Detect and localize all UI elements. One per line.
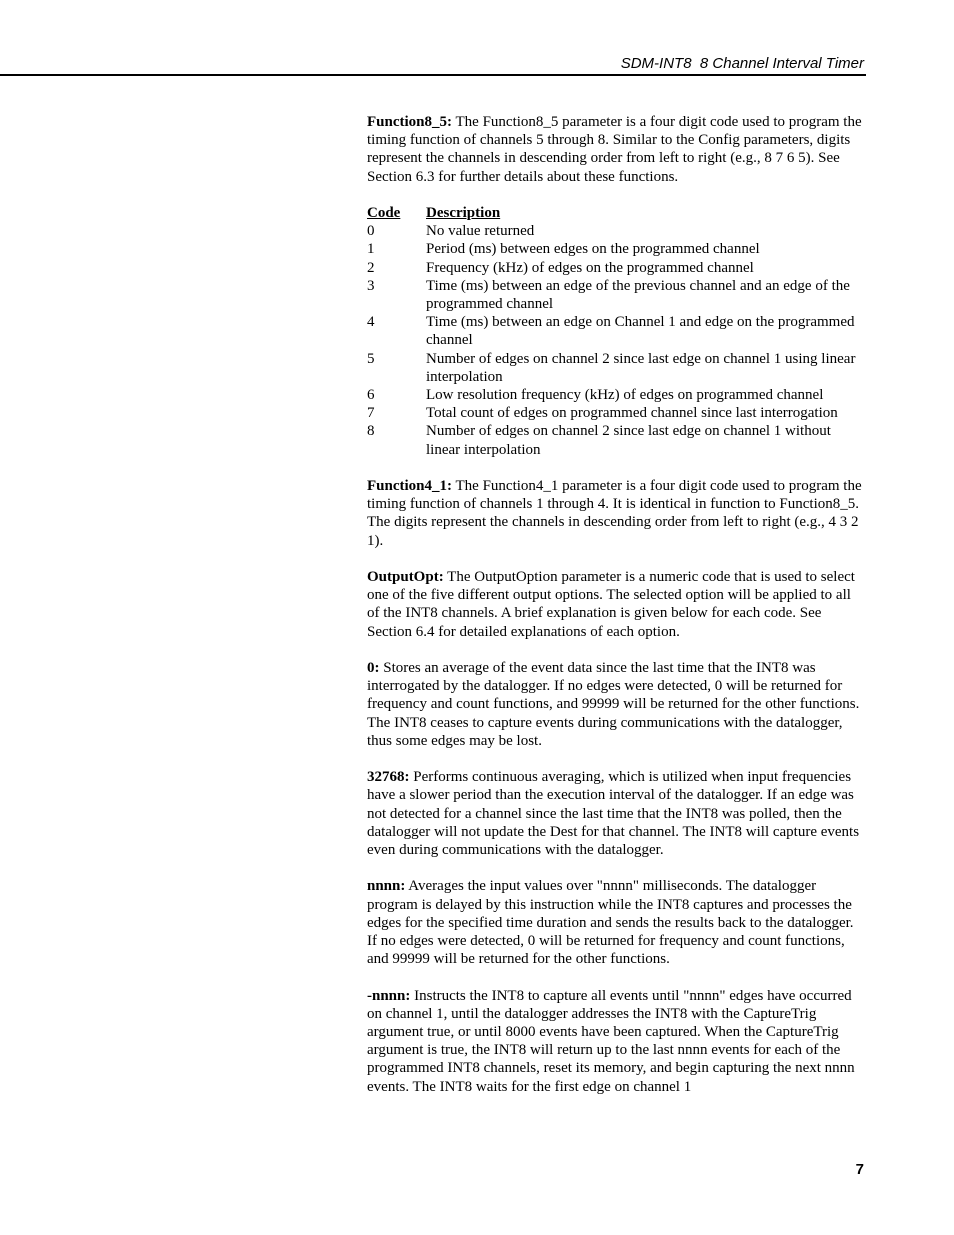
option-nnnn-paragraph	[367, 877, 866, 968]
code-row	[367, 422, 866, 458]
function4-1-term: Function4_1:	[367, 478, 453, 495]
code-value: 4	[367, 314, 375, 331]
option-negative-nnnn-term: -nnnn:	[367, 987, 411, 1004]
outputopt-paragraph	[367, 568, 866, 641]
code-description: Period (ms) between edges on the programmed channel	[426, 241, 760, 258]
code-column-header: Code	[367, 205, 401, 221]
option-0-term: 0:	[367, 660, 380, 677]
function8-5-paragraph	[367, 113, 866, 186]
code-row	[367, 240, 866, 258]
outputopt-text: The OutputOption parameter is a numeric code that is used to select one of the five different output options. The selected option will be applied to all of the INT8 channels. A brief explanation is given below for each code. See Section 6.4 for detailed explanations of each option.	[367, 569, 855, 640]
function4-1-paragraph	[367, 477, 866, 550]
code-row	[367, 386, 866, 404]
code-value: 1	[367, 241, 375, 258]
document-body	[367, 113, 866, 1114]
option-32768-text: Performs continuous averaging, which is utilized when input frequencies have a slower period than the execution interval of the datalogger. If an edge was not detected for a channel since the last time that the INT8 was polled, then the datalogger will not update the Dest for that channel. The INT8 will capture events even during communications with the datalogger.	[367, 769, 860, 859]
code-description: Time (ms) between an edge of the previous channel and an edge of the programmed channel	[426, 277, 850, 313]
option-negative-nnnn-paragraph	[367, 987, 866, 1096]
code-value: 2	[367, 259, 375, 276]
code-row	[367, 277, 866, 313]
code-row	[367, 404, 866, 422]
option-nnnn-term: nnnn:	[367, 878, 406, 895]
description-column-header: Description	[426, 205, 501, 221]
code-description: No value returned	[426, 223, 535, 240]
code-description: Time (ms) between an edge on Channel 1 and edge on the programmed channel	[426, 314, 855, 349]
code-value: 0	[367, 223, 375, 240]
code-value: 6	[367, 387, 375, 404]
code-value: 8	[367, 423, 375, 440]
code-description: Number of edges on channel 2 since last edge on channel 1 using linear interpolation	[426, 350, 856, 385]
function4-1-text: The Function4_1 parameter is a four digit code used to program the timing function of channels 1 through 4. It is identical in function to Function8_5. The digits represent the channels in descending order from left to right (e.g., 4 3 2 1).	[367, 478, 862, 549]
code-description: Low resolution frequency (kHz) of edges on programmed channel	[426, 387, 824, 404]
function8-5-term: Function8_5:	[367, 114, 453, 130]
option-negative-nnnn-text: Instructs the INT8 to capture all events until "nnnn" edges have occurred on channel 1, until the datalogger addresses the INT8 with the CaptureTrig argument true, or until 8000 events have been captured. When the CaptureTrig argument is true, the INT8 will return up to the last nnnn events for each of the programmed INT8 channels, reset its memory, and begin capturing the next nnnn events. The INT8 waits for the first edge on channel 1	[367, 987, 855, 1095]
code-value: 7	[367, 405, 375, 422]
code-value: 3	[367, 277, 375, 294]
option-32768-paragraph	[367, 768, 866, 859]
code-row	[367, 259, 866, 277]
option-32768-term: 32768:	[367, 769, 410, 786]
code-row	[367, 222, 866, 240]
option-0-text: Stores an average of the event data since the last time that the INT8 was interrogated by the datalogger. If no edges were detected, 0 will be returned for frequency and count functions, and 99999 will be returned for the other functions. The INT8 ceases to capture events during communications with the datalogger, thus some edges may be lost.	[367, 660, 860, 749]
page-number: 7	[855, 1161, 864, 1178]
code-description: Frequency (kHz) of edges on the programmed channel	[426, 259, 754, 276]
option-nnnn-text: Averages the input values over "nnnn" milliseconds. The datalogger program is delayed by this instruction while the INT8 captures and processes the edges for the specified time duration and sends the results back to the datalogger. If no edges were detected, 0 will be returned for frequency and count functions, and 99999 will be returned for the other functions.	[367, 878, 854, 968]
outputopt-term: OutputOpt:	[367, 569, 444, 586]
code-value: 5	[367, 350, 375, 367]
code-table-header	[367, 204, 866, 222]
function-code-table	[367, 204, 866, 459]
function8-5-text: The Function8_5 parameter is a four digit code used to program the timing function of channels 5 through 8. Similar to the Config parameters, digits represent the channels in descending order from left to right (e.g., 8 7 6 5). See Section 6.3 for further details about these functions.	[367, 114, 862, 185]
code-description: Number of edges on channel 2 since last edge on channel 1 without linear interpolation	[426, 423, 831, 458]
running-header-title: SDM-INT8 8 Channel Interval Timer	[620, 55, 864, 72]
code-row	[367, 350, 866, 386]
option-0-paragraph	[367, 659, 866, 750]
code-description: Total count of edges on programmed channel since last interrogation	[426, 405, 838, 422]
code-row	[367, 313, 866, 349]
header-rule	[0, 74, 866, 76]
